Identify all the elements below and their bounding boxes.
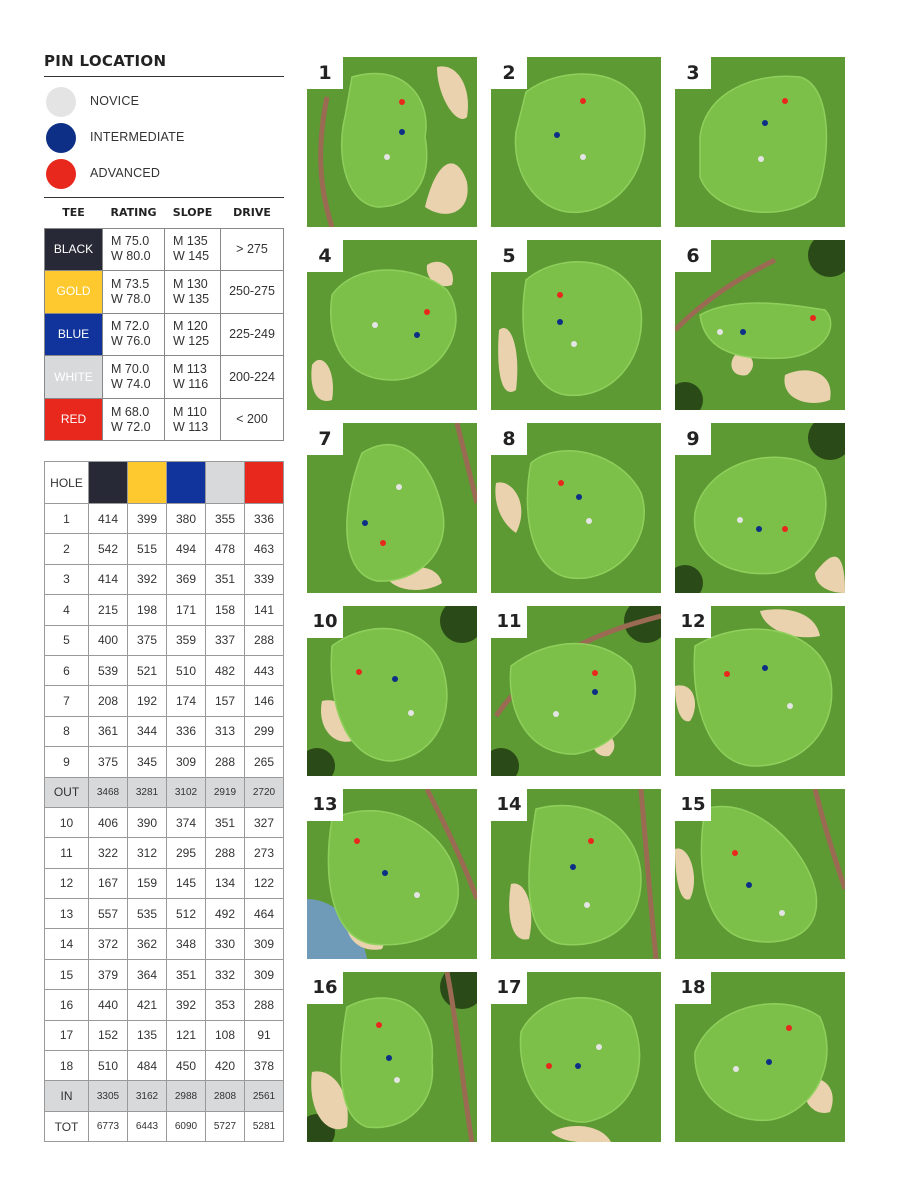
yardage-cell: 353: [206, 990, 245, 1020]
yardage-cell: 158: [206, 595, 245, 625]
advanced-pin: [724, 671, 730, 677]
rating-men: M 70.0: [111, 362, 150, 377]
yardage-cell: 159: [128, 868, 167, 898]
yardage-cell: 330: [206, 929, 245, 959]
yardage-cell: 2988: [167, 1081, 206, 1111]
advanced-pin: [558, 480, 564, 486]
yardage-cell: 288: [245, 990, 284, 1020]
hole-number: 3: [675, 57, 711, 89]
yardage-cell: 421: [128, 990, 167, 1020]
yardage-cell: 484: [128, 1051, 167, 1081]
yardage-cell: 420: [206, 1051, 245, 1081]
yardage-cell: 512: [167, 899, 206, 929]
hole-label: 12: [45, 868, 89, 898]
novice-pin: [737, 517, 743, 523]
slope-men: M 120: [173, 319, 208, 334]
advanced-pin: [810, 315, 816, 321]
hole-map-13: [307, 789, 477, 959]
yardage-cell: 464: [245, 899, 284, 929]
intermediate-pin: [414, 332, 420, 338]
hole-label: 4: [45, 595, 89, 625]
hole-number: 17: [491, 972, 527, 1004]
advanced-pin: [546, 1063, 552, 1069]
rating-men: M 75.0: [111, 234, 150, 249]
intermediate-pin: [762, 665, 768, 671]
yardage-cell: 2561: [245, 1081, 284, 1111]
hole-number: 1: [307, 57, 343, 89]
yardage-cell: 108: [206, 1020, 245, 1050]
yardage-cell: 152: [89, 1020, 128, 1050]
hole-number: 8: [491, 423, 527, 455]
yardage-cell: 265: [245, 747, 284, 777]
yardage-cell: 208: [89, 686, 128, 716]
tee-header: TEE: [62, 206, 85, 220]
intermediate-pin: [399, 129, 405, 135]
yardage-cell: 309: [167, 747, 206, 777]
hole-map-11: [491, 606, 661, 776]
novice-pin: [779, 910, 785, 916]
yardage-cell: 345: [128, 747, 167, 777]
yardage-cell: 372: [89, 929, 128, 959]
advanced-pin: [380, 540, 386, 546]
hole-label: 14: [45, 929, 89, 959]
yardage-cell: 192: [128, 686, 167, 716]
hole-label: 8: [45, 716, 89, 746]
yardage-cell: 5727: [206, 1111, 245, 1141]
novice-pin: [408, 710, 414, 716]
yardage-cell: 121: [167, 1020, 206, 1050]
yardage-cell: 463: [245, 534, 284, 564]
intermediate-pin: [575, 1063, 581, 1069]
advanced-pin: [588, 838, 594, 844]
yardage-cell: 478: [206, 534, 245, 564]
yardage-cell: 361: [89, 716, 128, 746]
slope-men: M 130: [173, 276, 208, 291]
yardage-cell: 359: [167, 625, 206, 655]
hole-number: 4: [307, 240, 343, 272]
hole-map-9: [675, 423, 845, 593]
yardage-cell: 3468: [89, 777, 128, 807]
hole-label: 9: [45, 747, 89, 777]
slope-women: W 145: [173, 249, 210, 264]
yardage-cell: 414: [89, 564, 128, 594]
tee-drive: 225-249: [221, 313, 284, 356]
hole-label: 18: [45, 1051, 89, 1081]
hole-label: 11: [45, 838, 89, 868]
rating-women: W 78.0: [111, 291, 151, 306]
intermediate-pin: [570, 864, 576, 870]
advanced-pin: [782, 98, 788, 104]
intermediate-pin: [766, 1059, 772, 1065]
hole-label: 17: [45, 1020, 89, 1050]
yardage-cell: 339: [245, 564, 284, 594]
yardage-cell: 2720: [245, 777, 284, 807]
yardage-cell: 332: [206, 959, 245, 989]
yardage-cell: 309: [245, 929, 284, 959]
intermediate-pin: [756, 526, 762, 532]
hole-label: 15: [45, 959, 89, 989]
rating-men: M 73.5: [111, 276, 150, 291]
hole-map-15: [675, 789, 845, 959]
yardage-cell: 557: [89, 899, 128, 929]
hole-map-12: [675, 606, 845, 776]
yardage-cell: 122: [245, 868, 284, 898]
intermediate-pin: [746, 882, 752, 888]
putting-green: [342, 73, 427, 207]
novice-pin: [758, 156, 764, 162]
yardage-cell: 336: [245, 504, 284, 534]
yardage-cell: 135: [128, 1020, 167, 1050]
hole-number: 12: [675, 606, 711, 638]
yardage-cell: 3102: [167, 777, 206, 807]
yardage-cell: 215: [89, 595, 128, 625]
hole-map-5: [491, 240, 661, 410]
intermediate-pin: [362, 520, 368, 526]
yardage-cell: 167: [89, 868, 128, 898]
yardage-cell: 450: [167, 1051, 206, 1081]
intermediate-pin: [576, 494, 582, 500]
yardage-cell: 309: [245, 959, 284, 989]
yardage-cell: 288: [206, 747, 245, 777]
yardage-cell: 440: [89, 990, 128, 1020]
yardage-cell: 171: [167, 595, 206, 625]
tee-drive: > 275: [221, 228, 284, 271]
yardage-cell: 399: [128, 504, 167, 534]
yardage-cell: 494: [167, 534, 206, 564]
hole-number: 7: [307, 423, 343, 455]
yardage-cell: 337: [206, 625, 245, 655]
novice-label: NOVICE: [90, 94, 140, 108]
yardage-cell: 3281: [128, 777, 167, 807]
rating-men: M 72.0: [111, 319, 150, 334]
slope-women: W 135: [173, 291, 210, 306]
novice-pin: [571, 341, 577, 347]
advanced-pin: [399, 99, 405, 105]
novice-pin: [372, 322, 378, 328]
yardage-cell: 5281: [245, 1111, 284, 1141]
novice-pin: [733, 1066, 739, 1072]
tee-name: WHITE: [45, 356, 103, 399]
intermediate-pin: [392, 676, 398, 682]
yardage-cell: 351: [167, 959, 206, 989]
yardage-cell: 322: [89, 838, 128, 868]
hole-label: 10: [45, 807, 89, 837]
hole-map-16: [307, 972, 477, 1142]
hole-number: 6: [675, 240, 711, 272]
yardage-cell: 510: [167, 655, 206, 685]
yardage-cell: 344: [128, 716, 167, 746]
novice-pin: [596, 1044, 602, 1050]
advanced-pin: [424, 309, 430, 315]
yardage-cell: 362: [128, 929, 167, 959]
yardage-cell: 2919: [206, 777, 245, 807]
intermediate-pin: [740, 329, 746, 335]
rating-women: W 74.0: [111, 377, 151, 392]
advanced-pin: [356, 669, 362, 675]
hole-number: 10: [307, 606, 343, 638]
tee-name: BLACK: [45, 228, 103, 271]
hole-label: 1: [45, 504, 89, 534]
tee-name: BLUE: [45, 313, 103, 356]
hole-map-14: [491, 789, 661, 959]
yardage-cell: 313: [206, 716, 245, 746]
hole-map-10: [307, 606, 477, 776]
yardage-cell: 482: [206, 655, 245, 685]
advanced-pin: [580, 98, 586, 104]
yardage-cell: 336: [167, 716, 206, 746]
pin-location-title: PIN LOCATION: [44, 52, 167, 70]
yardage-cell: 351: [206, 807, 245, 837]
hole-label: 2: [45, 534, 89, 564]
drive-header: DRIVE: [233, 206, 271, 220]
novice-pin: [394, 1077, 400, 1083]
advanced-pin: [376, 1022, 382, 1028]
hole-map-2: [491, 57, 661, 227]
yardage-cell: 6090: [167, 1111, 206, 1141]
yardage-cell: 400: [89, 625, 128, 655]
hole-number: 16: [307, 972, 343, 1004]
yardage-cell: 510: [89, 1051, 128, 1081]
yardage-cell: 443: [245, 655, 284, 685]
yardage-cell: 141: [245, 595, 284, 625]
intermediate-pin: [557, 319, 563, 325]
hole-label: TOT: [45, 1111, 89, 1141]
hole-label: 5: [45, 625, 89, 655]
hole-header: HOLE: [45, 462, 89, 504]
novice-pin: [586, 518, 592, 524]
yardage-cell: 2808: [206, 1081, 245, 1111]
yardage-cell: 542: [89, 534, 128, 564]
slope-men: M 113: [173, 362, 207, 377]
novice-pin: [414, 892, 420, 898]
yardage-cell: 379: [89, 959, 128, 989]
yardage-cell: 288: [206, 838, 245, 868]
yardage-cell: 351: [206, 564, 245, 594]
advanced-label: ADVANCED: [90, 166, 161, 180]
hole-label: 13: [45, 899, 89, 929]
hole-number: 13: [307, 789, 343, 821]
yardage-cell: 414: [89, 504, 128, 534]
hole-number: 2: [491, 57, 527, 89]
putting-green: [341, 998, 433, 1128]
yardage-cell: 299: [245, 716, 284, 746]
yardage-cell: 295: [167, 838, 206, 868]
advanced-pin: [786, 1025, 792, 1031]
yardage-cell: 273: [245, 838, 284, 868]
yardage-cell: 535: [128, 899, 167, 929]
novice-pin: [717, 329, 723, 335]
yardage-cell: 374: [167, 807, 206, 837]
yardage-cell: 312: [128, 838, 167, 868]
tee-name: GOLD: [45, 271, 103, 314]
tee-drive: < 200: [221, 398, 284, 441]
yardage-cell: 378: [245, 1051, 284, 1081]
rating-women: W 76.0: [111, 334, 151, 349]
hole-map-1: [307, 57, 477, 227]
tee-drive: 200-224: [221, 356, 284, 399]
rating-women: W 80.0: [111, 249, 151, 264]
hole-map-6: [675, 240, 845, 410]
yardage-cell: 406: [89, 807, 128, 837]
yardage-cell: 198: [128, 595, 167, 625]
yardage-cell: 380: [167, 504, 206, 534]
intermediate-pin: [554, 132, 560, 138]
hole-map-3: [675, 57, 845, 227]
novice-pin: [584, 902, 590, 908]
hole-map-4: [307, 240, 477, 410]
yardage-cell: 515: [128, 534, 167, 564]
yardage-cell: 145: [167, 868, 206, 898]
novice-pin: [787, 703, 793, 709]
advanced-pin: [592, 670, 598, 676]
yardage-cell: 146: [245, 686, 284, 716]
hole-label: 16: [45, 990, 89, 1020]
yardage-cell: 91: [245, 1020, 284, 1050]
rating-header: RATING: [110, 206, 157, 220]
slope-men: M 135: [173, 234, 208, 249]
novice-pin: [384, 154, 390, 160]
slope-header: SLOPE: [172, 206, 213, 220]
intermediate-pin: [762, 120, 768, 126]
novice-pin: [396, 484, 402, 490]
hole-number: 18: [675, 972, 711, 1004]
slope-women: W 113: [173, 419, 209, 434]
hole-label: 7: [45, 686, 89, 716]
yardage-cell: 134: [206, 868, 245, 898]
yardage-cell: 157: [206, 686, 245, 716]
intermediate-pin: [592, 689, 598, 695]
novice-pin: [580, 154, 586, 160]
tee-name: RED: [45, 398, 103, 441]
yardage-cell: 392: [128, 564, 167, 594]
intermediate-label: INTERMEDIATE: [90, 130, 185, 144]
yardage-cell: 369: [167, 564, 206, 594]
novice-pin: [553, 711, 559, 717]
yardage-cell: 392: [167, 990, 206, 1020]
yardage-cell: 288: [245, 625, 284, 655]
yardage-cell: 327: [245, 807, 284, 837]
hole-number: 11: [491, 606, 527, 638]
advanced-pin: [557, 292, 563, 298]
hole-label: 3: [45, 564, 89, 594]
hole-label: IN: [45, 1081, 89, 1111]
slope-men: M 110: [173, 404, 207, 419]
hole-map-7: [307, 423, 477, 593]
yardage-cell: 6443: [128, 1111, 167, 1141]
slope-women: W 116: [173, 377, 209, 392]
yardage-cell: 3305: [89, 1081, 128, 1111]
yardage-cell: 390: [128, 807, 167, 837]
yardage-cell: 364: [128, 959, 167, 989]
rating-men: M 68.0: [111, 404, 150, 419]
advanced-pin: [782, 526, 788, 532]
hole-map-18: [675, 972, 845, 1142]
hole-map-17: [491, 972, 661, 1142]
yardage-cell: 492: [206, 899, 245, 929]
rating-women: W 72.0: [111, 419, 151, 434]
yardage-cell: 521: [128, 655, 167, 685]
slope-women: W 125: [173, 334, 210, 349]
intermediate-pin: [386, 1055, 392, 1061]
yardage-cell: 375: [128, 625, 167, 655]
yardage-cell: 375: [89, 747, 128, 777]
tee-drive: 250-275: [221, 271, 284, 314]
yardage-cell: 3162: [128, 1081, 167, 1111]
hole-number: 15: [675, 789, 711, 821]
intermediate-pin: [382, 870, 388, 876]
yardage-cell: 539: [89, 655, 128, 685]
hole-label: OUT: [45, 777, 89, 807]
advanced-pin: [732, 850, 738, 856]
hole-number: 5: [491, 240, 527, 272]
yardage-cell: 174: [167, 686, 206, 716]
yardage-cell: 355: [206, 504, 245, 534]
hole-label: 6: [45, 655, 89, 685]
hole-number: 14: [491, 789, 527, 821]
yardage-cell: 6773: [89, 1111, 128, 1141]
hole-map-8: [491, 423, 661, 593]
hole-number: 9: [675, 423, 711, 455]
advanced-pin: [354, 838, 360, 844]
yardage-cell: 348: [167, 929, 206, 959]
